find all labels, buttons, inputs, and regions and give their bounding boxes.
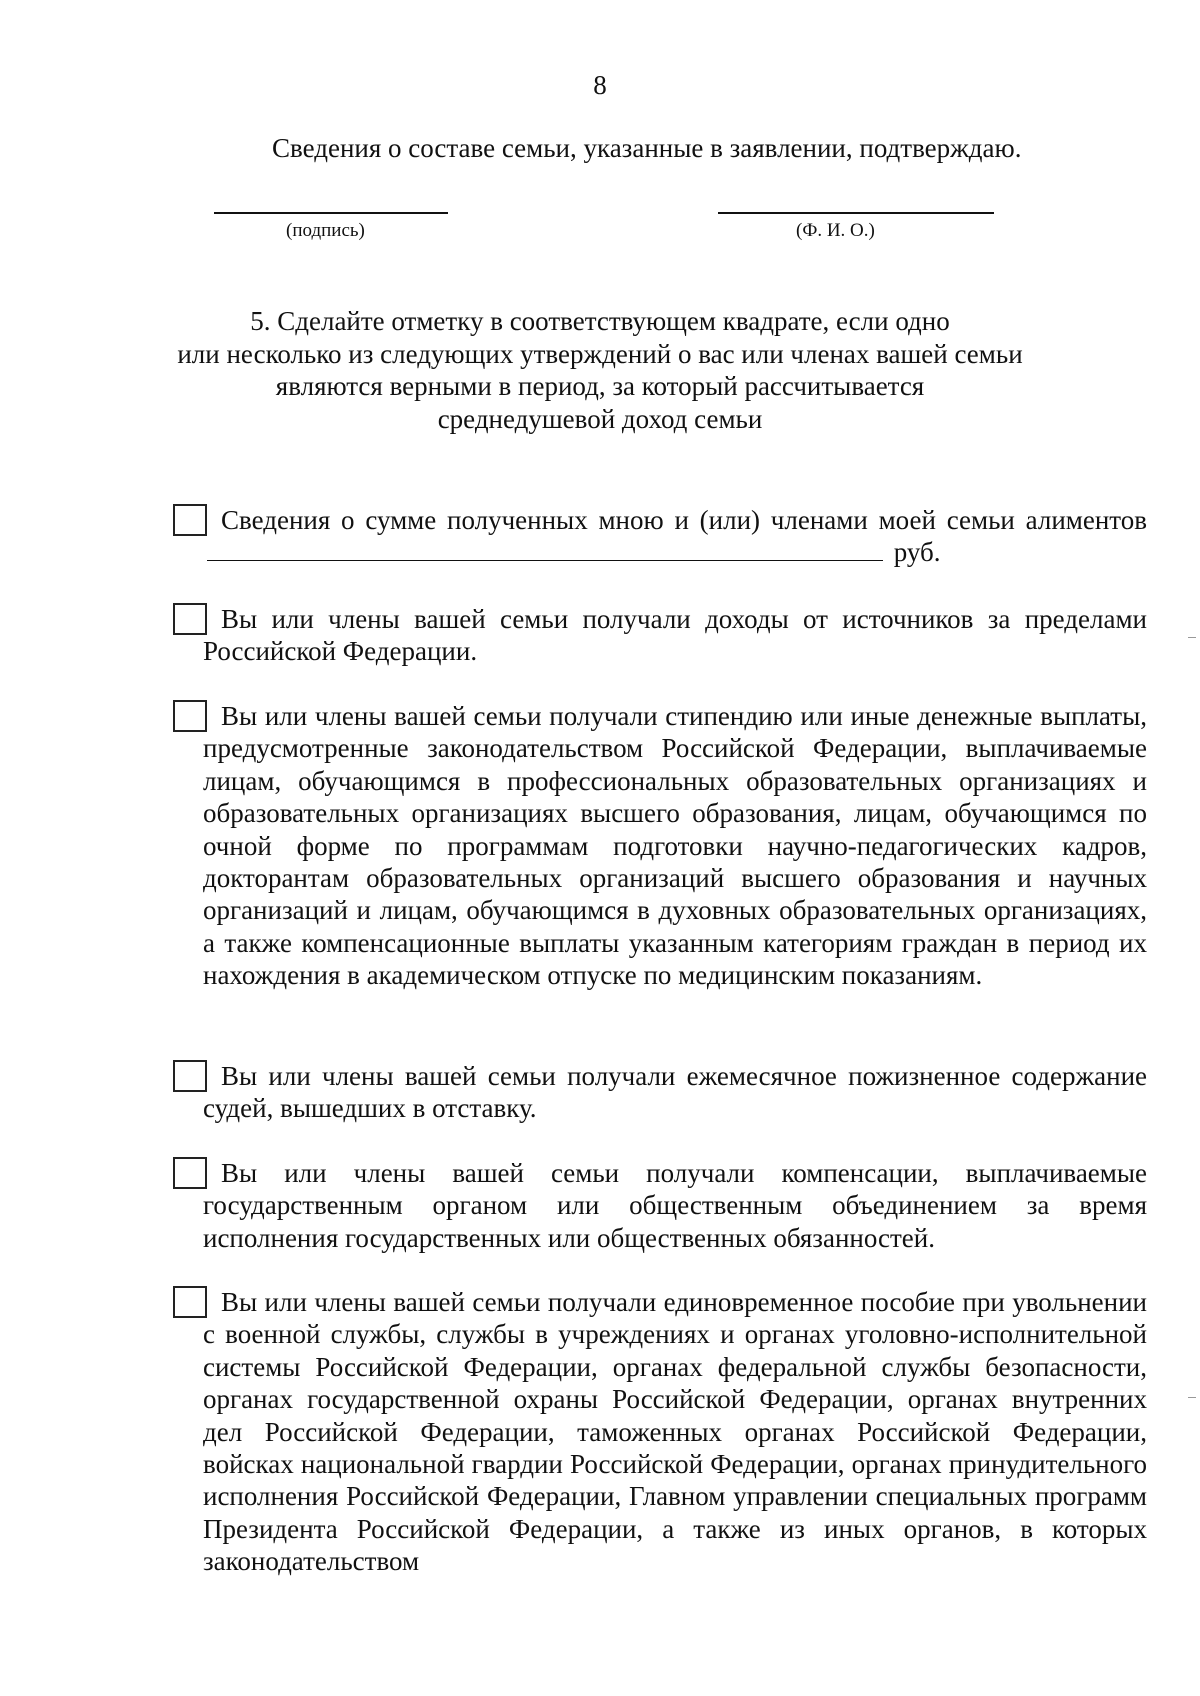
statement-dismissal-allowance bbox=[203, 1286, 1147, 1578]
checkbox-foreign-income[interactable] bbox=[173, 603, 207, 635]
signature-line[interactable] bbox=[214, 212, 448, 214]
section-heading-line: среднедушевой доход семьи bbox=[437, 403, 763, 434]
section-heading-line: являются верными в период, за который рассчитывается bbox=[275, 371, 925, 401]
statement-stipend bbox=[203, 700, 1147, 992]
alimony-amount-field[interactable] bbox=[207, 538, 883, 561]
checkbox-stipend[interactable] bbox=[173, 700, 207, 732]
statement-text: Вы или члены вашей семьи получали единовременное пособие при увольнении с военной службы, службы в учреждениях и органах уголовно-исполнительной системы Российской Федерации, органах федеральной службы безопасности, органах государственной охраны Российской Федерации, органах внутренних дел Российской Федерации, таможенных органах Российской Федерации, войсках национальной гвардии Российской Федерации, органах принудительного исполнения Российской Федерации, Главном управлении специальных программ Президента Российской Федерации, а также из иных органов, в которых законодательством bbox=[203, 1287, 1147, 1577]
checkbox-compensations[interactable] bbox=[173, 1157, 207, 1189]
statement-text: Вы или члены вашей семьи получали стипендию или иные денежные выплаты, предусмотренные законодательством Российской Федерации, выплачиваемые лицам, обучающимся в профессиональных образовательных организациях и образовательных организациях высшего образования, лицам, обучающимся по очной форме по программам подготовки научно-педагогических кадров, докторантам образовательных организаций высшего образования и научных организаций и лицам, обучающимся в духовных образовательных организациях, а также компенсационные выплаты указанным категориям граждан в период их нахождения в академическом отпуске по медицинским показаниям. bbox=[203, 701, 1147, 991]
section-heading bbox=[170, 305, 1030, 435]
family-composition-confirmation: Сведения о составе семьи, указанные в заявлении, подтверждаю. bbox=[272, 133, 1022, 163]
signature-caption: (подпись) bbox=[286, 220, 365, 241]
statement-text: Вы или члены вашей семьи получали доходы от источников за пределами Российской Федерации. bbox=[203, 604, 1147, 667]
margin-mark bbox=[1188, 637, 1196, 638]
statement-text: Сведения о сумме полученных мною и (или) членами моей семьи алиментов bbox=[221, 505, 1147, 535]
page-number: 8 bbox=[593, 70, 607, 100]
checkbox-dismissal-allowance[interactable] bbox=[173, 1286, 207, 1318]
statement-compensations bbox=[203, 1157, 1147, 1254]
section-heading-line: или несколько из следующих утверждений о вас или членах вашей семьи bbox=[177, 338, 1023, 369]
section-heading-line: 5. Сделайте отметку в соответствующем квадрате, если одно bbox=[250, 306, 950, 336]
checkbox-alimony[interactable] bbox=[173, 504, 207, 536]
currency-label: руб. bbox=[893, 537, 941, 568]
statement-text: Вы или члены вашей семьи получали компенсации, выплачиваемые государственным органом или общественным объединением за время исполнения государственных или общественных обязанностей. bbox=[203, 1158, 1147, 1253]
checkbox-judges-maintenance[interactable] bbox=[173, 1060, 207, 1092]
full-name-caption: (Ф. И. О.) bbox=[796, 220, 875, 241]
statement-judges-maintenance bbox=[203, 1060, 1147, 1125]
statement-alimony bbox=[203, 504, 1147, 569]
statement-foreign-income bbox=[203, 603, 1147, 668]
full-name-line[interactable] bbox=[718, 212, 994, 214]
margin-mark bbox=[1188, 1397, 1196, 1398]
statement-text: Вы или члены вашей семьи получали ежемесячное пожизненное содержание судей, вышедших в отставку. bbox=[203, 1061, 1147, 1124]
